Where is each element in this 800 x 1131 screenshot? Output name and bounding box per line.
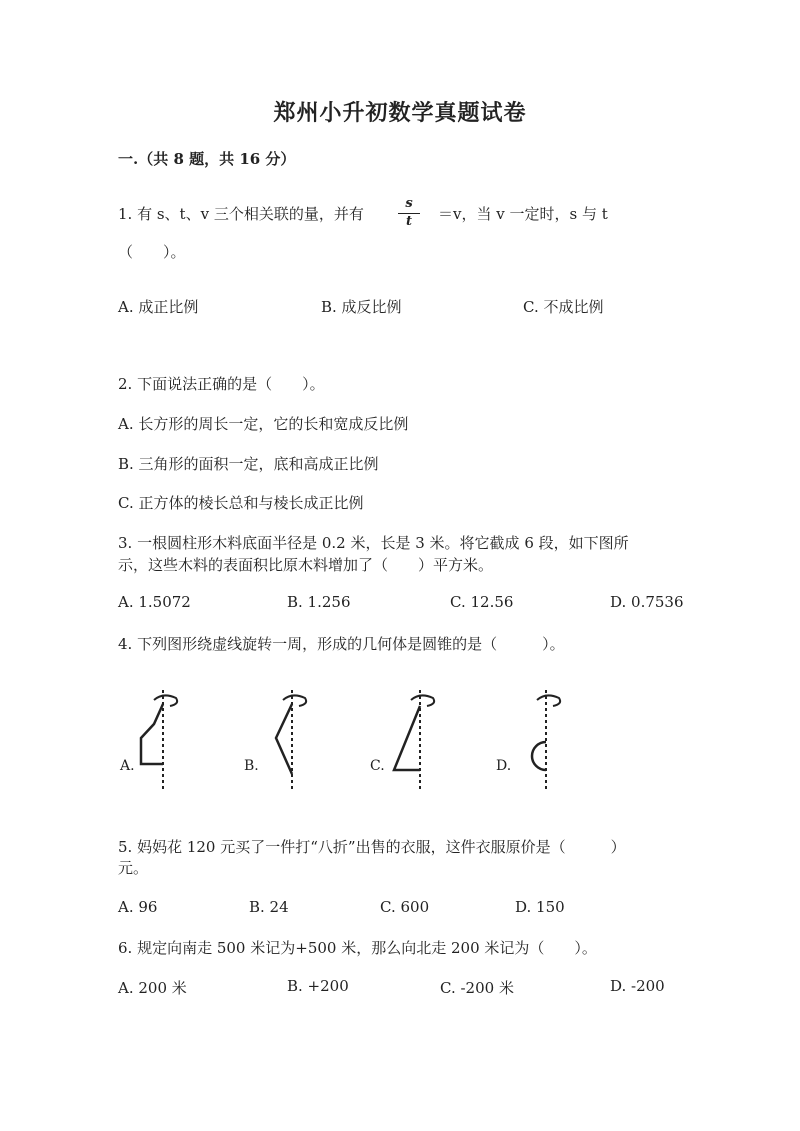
rotation-arrow <box>537 695 560 706</box>
q3-option-c: C. 12.56 <box>450 593 514 611</box>
q2-option-a: A. 长方形的周长一定，它的长和宽成反比例 <box>118 415 409 433</box>
section-heading: 一.（共 8 题，共 16 分） <box>118 150 296 168</box>
q3-option-b: B. 1.256 <box>287 593 351 611</box>
q6-option-c: C. -200 米 <box>440 979 514 997</box>
q3-option-a: A. 1.5072 <box>118 593 191 611</box>
figure-c-drawing <box>386 686 446 796</box>
q1-option-b: B. 成反比例 <box>321 298 402 316</box>
q4-figure-b-label: B. <box>244 758 259 774</box>
shape-outline <box>532 742 546 770</box>
q4-figure-a <box>128 686 188 796</box>
q2-option-c: C. 正方体的棱长总和与棱长成正比例 <box>118 494 364 512</box>
q4-figure-c <box>386 686 446 796</box>
q6-option-d: D. -200 <box>610 977 665 995</box>
q5-option-a: A. 96 <box>118 898 158 916</box>
figure-b-drawing <box>258 686 318 796</box>
q4-figure-a-label: A. <box>120 758 135 774</box>
shape-outline <box>141 704 163 764</box>
q1-text-a: 1. 有 s、t、v 三个相关联的量，并有 <box>118 205 364 223</box>
q1-option-c: C. 不成比例 <box>523 298 604 316</box>
page-title: 郑州小升初数学真题试卷 <box>273 100 527 126</box>
q1-fraction-denominator: t <box>405 214 412 229</box>
q2-text: 2. 下面说法正确的是（ ）。 <box>118 375 325 393</box>
rotation-arrow <box>154 695 177 706</box>
q6-option-a: A. 200 米 <box>118 979 187 997</box>
q5-option-d: D. 150 <box>515 898 565 916</box>
figure-a-drawing <box>128 686 188 796</box>
figure-d-drawing <box>512 686 572 796</box>
q1-fraction <box>398 196 420 230</box>
q4-figure-d-label: D. <box>496 758 512 774</box>
shape-outline <box>394 706 420 770</box>
q4-figure-b <box>258 686 318 796</box>
q1-option-a: A. 成正比例 <box>118 298 199 316</box>
q3-line-2: 示，这些木料的表面积比原木料增加了（ ）平方米。 <box>118 556 494 574</box>
q2-option-b: B. 三角形的面积一定，底和高成正比例 <box>118 455 379 473</box>
q5-line-1: 5. 妈妈花 120 元买了一件打“八折”出售的衣服，这件衣服原价是（ ） <box>118 838 626 856</box>
rotation-arrow <box>411 695 434 706</box>
q4-figure-c-label: C. <box>370 758 385 774</box>
q5-option-b: B. 24 <box>249 898 289 916</box>
q5-line-2: 元。 <box>118 859 149 877</box>
q6-text: 6. 规定向南走 500 米记为+500 米，那么向北走 200 米记为（ ）。 <box>118 939 597 957</box>
shape-outline <box>276 704 292 774</box>
q3-line-1: 3. 一根圆柱形木料底面半径是 0.2 米，长是 3 米。将它截成 6 段，如下图所 <box>118 534 629 552</box>
rotation-arrow <box>283 695 306 706</box>
q6-option-b: B. +200 <box>287 977 349 995</box>
q3-option-d: D. 0.7536 <box>610 593 684 611</box>
q5-option-c: C. 600 <box>380 898 430 916</box>
q1-fraction-numerator: s <box>398 196 420 214</box>
q4-text: 4. 下列图形绕虚线旋转一周，形成的几何体是圆锥的是（ ）。 <box>118 635 565 653</box>
q1-text-c: （ ）。 <box>118 243 186 261</box>
q1-text-b: ＝v，当 v 一定时，s 与 t <box>438 205 608 223</box>
q4-figure-d <box>512 686 572 796</box>
